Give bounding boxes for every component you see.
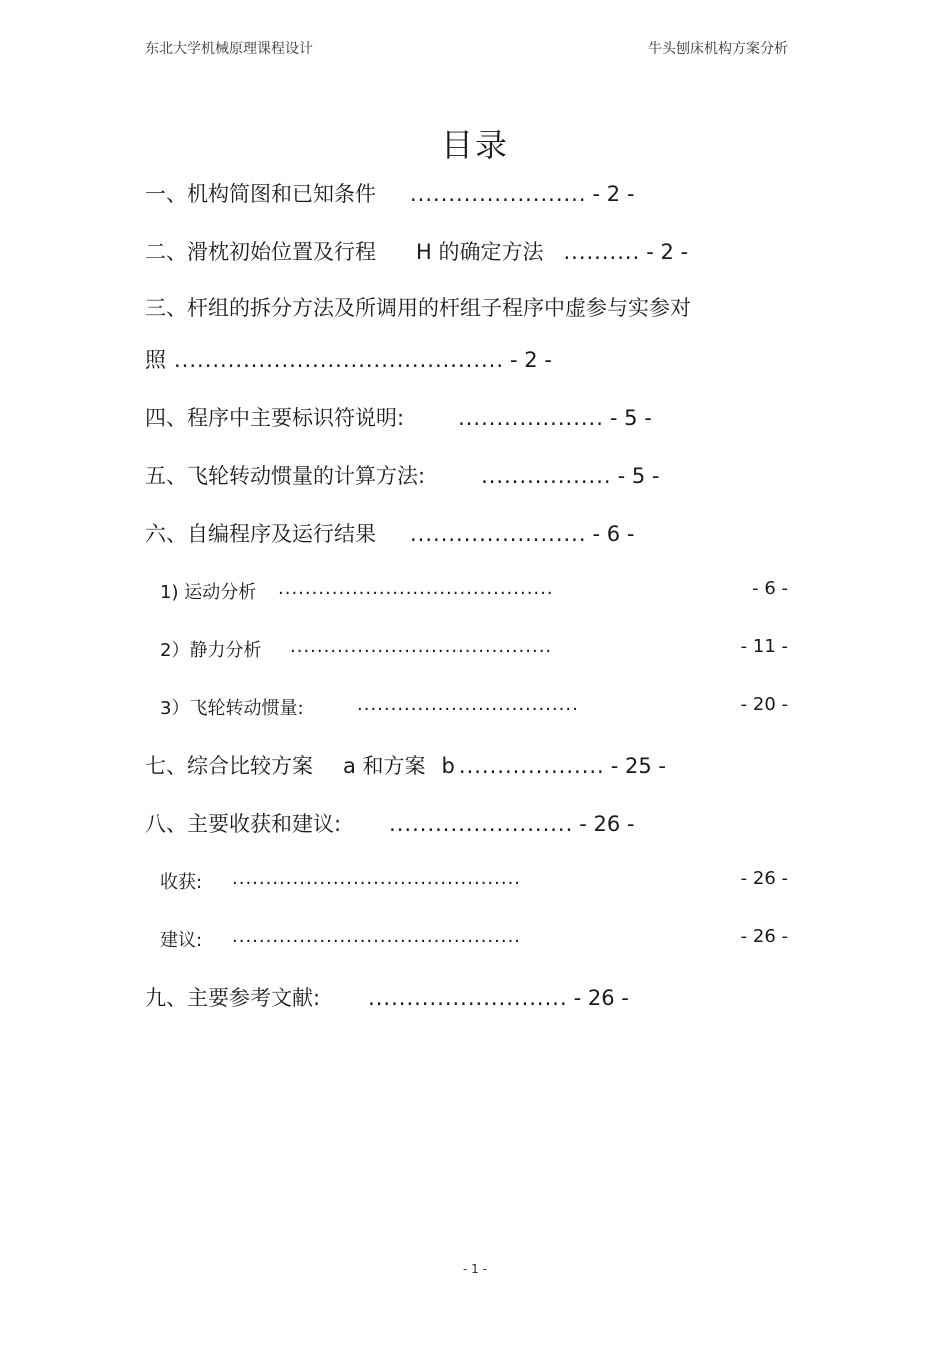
header-right: 牛头刨床机构方案分析	[648, 41, 788, 57]
toc-entry-label-b: b	[441, 754, 455, 778]
toc-entry-3[interactable]	[145, 292, 691, 322]
toc-subentry-dots: ...........................................	[232, 868, 522, 889]
toc-entry-page: - 2 -	[646, 240, 689, 264]
toc-entry-dots: .......................	[410, 522, 587, 546]
toc-entry-label: 六、自编程序及运行结果	[145, 522, 376, 546]
toc-entry-label: 照	[145, 348, 166, 372]
toc-subentry-page: - 26 -	[740, 926, 788, 947]
toc-entry-label-cont: H 的确定方法	[416, 240, 544, 264]
toc-entry-label: 八、主要收获和建议:	[145, 812, 342, 836]
toc-entry-label: 九、主要参考文献:	[145, 986, 321, 1010]
toc-entry-page: - 6 -	[592, 522, 635, 546]
toc-subentry-page: - 6 -	[752, 578, 788, 599]
toc-entry-dots: ...................	[458, 406, 604, 430]
toc-entry-2[interactable]	[145, 236, 688, 266]
toc-subentry-page: - 26 -	[740, 868, 788, 889]
toc-entry-dots: ...................	[458, 754, 605, 778]
toc-entry-dots: ..........................	[368, 986, 568, 1010]
toc-entry-page: - 25 -	[610, 754, 666, 778]
page-number: - 1 -	[463, 1262, 487, 1276]
toc-subentry-label: 收获:	[160, 872, 203, 893]
toc-entry-dots: .......................	[410, 182, 587, 206]
toc-subentry-dots: ...........................................	[232, 926, 522, 947]
toc-entry-4[interactable]	[145, 402, 652, 432]
toc-subentry-label: 1) 运动分析	[160, 582, 257, 603]
toc-entry-label: 五、飞轮转动惯量的计算方法:	[145, 464, 426, 488]
toc-entry-label: 三、杆组的拆分方法及所调用的杆组子程序中虚参与实参对	[145, 296, 691, 320]
toc-entry-8[interactable]	[145, 808, 635, 838]
toc-subentry-dots: .......................................	[290, 636, 553, 657]
toc-entry-page: - 5 -	[609, 406, 652, 430]
toc-entry-7[interactable]	[145, 750, 666, 780]
toc-entry-dots: ...........................................	[174, 348, 505, 372]
toc-subentry-page: - 20 -	[740, 694, 788, 715]
page-title: 目录	[440, 126, 509, 164]
toc-entry-5[interactable]	[145, 460, 659, 490]
toc-entry-page: - 26 -	[573, 986, 629, 1010]
toc-entry-label-a: a 和方案	[343, 754, 426, 778]
toc-entry-dots: ..........	[563, 240, 641, 264]
toc-entry-dots: ........................	[389, 812, 574, 836]
toc-entry-dots: .................	[481, 464, 612, 488]
toc-entry-page: - 2 -	[510, 348, 552, 372]
toc-entry-label: 七、综合比较方案	[145, 754, 313, 778]
toc-subentry-label: 2）静力分析	[160, 640, 262, 661]
toc-entry-label: 一、机构简图和已知条件	[145, 182, 376, 206]
toc-entry-page: - 2 -	[592, 182, 635, 206]
toc-subentry-label: 建议:	[160, 930, 203, 951]
toc-entry-label: 二、滑枕初始位置及行程	[145, 240, 376, 264]
toc-entry-1[interactable]	[145, 178, 634, 208]
toc-entry-label: 四、程序中主要标识符说明:	[145, 406, 405, 430]
toc-entry-3-cont[interactable]	[145, 344, 552, 374]
toc-subentry-dots: .................................	[357, 694, 579, 715]
toc-subentry-dots: .........................................	[278, 578, 554, 599]
toc-entry-6[interactable]	[145, 518, 634, 548]
toc-subentry-page: - 11 -	[740, 636, 788, 657]
header-left: 东北大学机械原理课程设计	[145, 41, 313, 57]
toc-subentry-label: 3）飞轮转动惯量:	[160, 698, 304, 719]
toc-entry-page: - 26 -	[579, 812, 635, 836]
toc-entry-page: - 5 -	[617, 464, 660, 488]
toc-entry-9[interactable]	[145, 982, 629, 1012]
